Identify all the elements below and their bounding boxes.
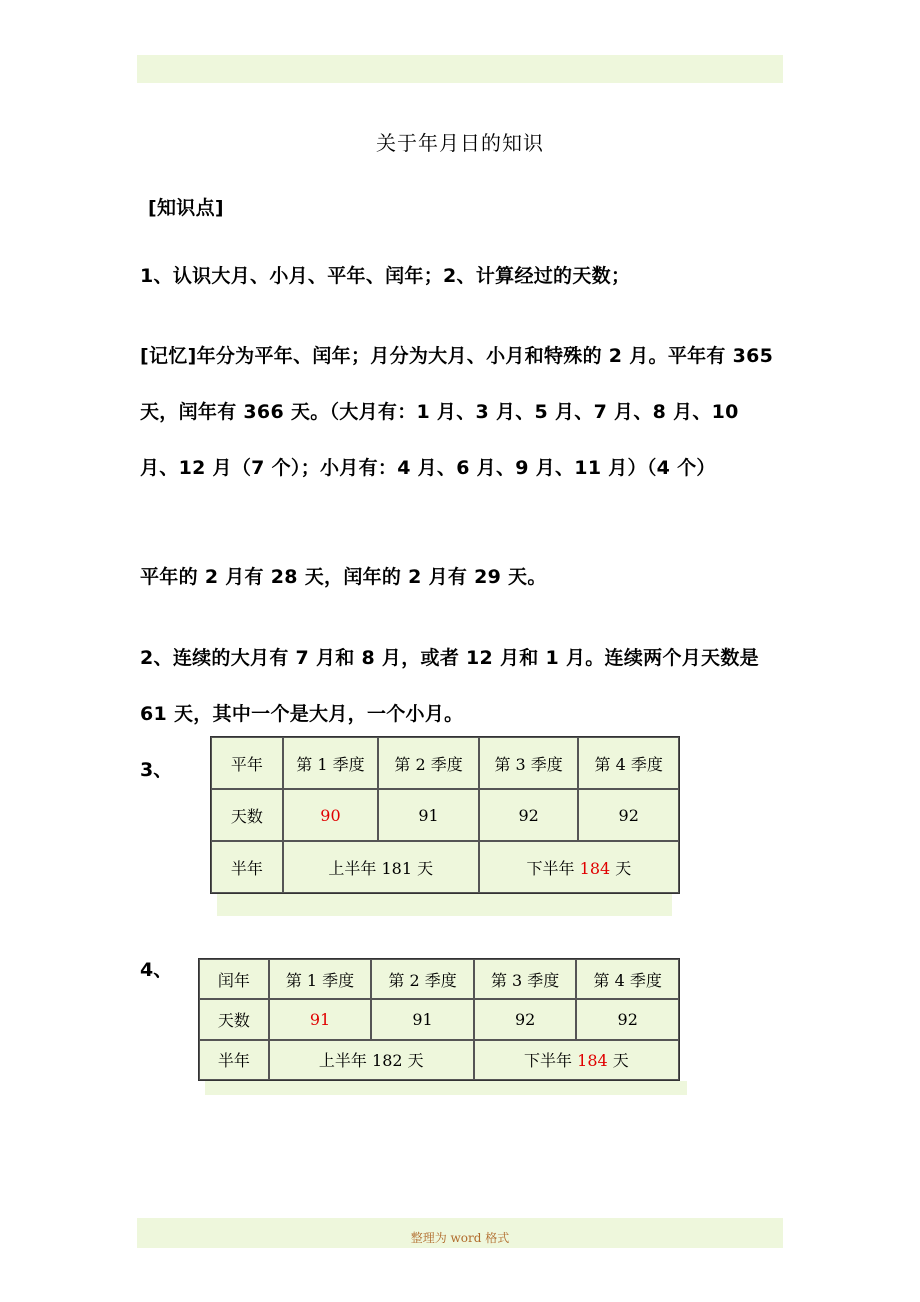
footer-text: 整理为 word 格式 [410,1231,510,1245]
second-half-cell [474,1040,679,1080]
table-cell: 92 [474,999,577,1039]
table-4-shading [205,1081,687,1095]
second-half-cell [479,841,679,893]
table-cell: 91 [378,789,479,841]
table-header-cell: 第 2 季度 [378,737,479,789]
table-cell: 92 [578,789,679,841]
table-header-cell: 第 2 季度 [371,959,474,999]
knowledge-point-1: 1、认识大月、小月、平年、闰年；2、计算经过的天数； [140,265,631,287]
table-row [199,999,679,1039]
leap-year-quarter-table [198,958,680,1081]
table-header-cell: 闰年 [199,959,269,999]
table-header-cell: 第 1 季度 [269,959,372,999]
second-half-suffix: 天 [607,1051,629,1071]
table-3-container [210,736,680,894]
second-half-value: 184 [577,1051,608,1071]
second-half-prefix: 下半年 [526,858,580,878]
table-row [211,737,679,789]
memory-paragraph: [记忆]年分为平年、闰年；月分为大月、小月和特殊的 2 月。平年有 365 天，闰年有 366 天。（大月有：1 月、3 月、5 月、7 月、8 月、10 月、12 月（7 个）；小月有：4 月、6 月、9 月、11 月）（4 个） [140,345,774,479]
table-row [211,789,679,841]
first-half-cell: 上半年 181 天 [283,841,479,893]
first-half-cell: 上半年 182 天 [269,1040,474,1080]
second-half-value: 184 [579,858,611,878]
table-row-label: 半年 [211,841,283,893]
second-half-prefix: 下半年 [524,1051,578,1071]
table-header-cell: 第 4 季度 [578,737,679,789]
table-header-cell: 第 3 季度 [479,737,579,789]
table-cell: 92 [479,789,579,841]
section-label: [知识点] [148,197,224,219]
table-4-label: 4、 [140,959,173,981]
common-year-quarter-table [210,736,680,894]
table-3-label: 3、 [140,759,173,781]
table-row [199,1040,679,1080]
table-3-shading [217,894,672,916]
table-header-cell: 第 3 季度 [474,959,577,999]
table-cell-highlight: 90 [283,789,379,841]
table-row-label: 天数 [199,999,269,1039]
header-band [137,55,783,83]
table-row [199,959,679,999]
table-header-cell: 平年 [211,737,283,789]
knowledge-point-2: 2、连续的大月有 7 月和 8 月，或者 12 月和 1 月。连续两个月天数是 61 天，其中一个是大月，一个小月。 [140,647,759,725]
table-header-cell: 第 4 季度 [576,959,679,999]
table-cell: 91 [371,999,474,1039]
february-days-paragraph: 平年的 2 月有 28 天，闰年的 2 月有 29 天。 [140,566,547,588]
table-row-label: 半年 [199,1040,269,1080]
document-title: 关于年月日的知识 [376,131,544,155]
footer-band [137,1218,783,1248]
second-half-suffix: 天 [610,858,632,878]
table-row-label: 天数 [211,789,283,841]
table-cell: 92 [576,999,679,1039]
table-4-container [198,958,680,1081]
table-header-cell: 第 1 季度 [283,737,379,789]
table-cell-highlight: 91 [269,999,372,1039]
table-row [211,841,679,893]
